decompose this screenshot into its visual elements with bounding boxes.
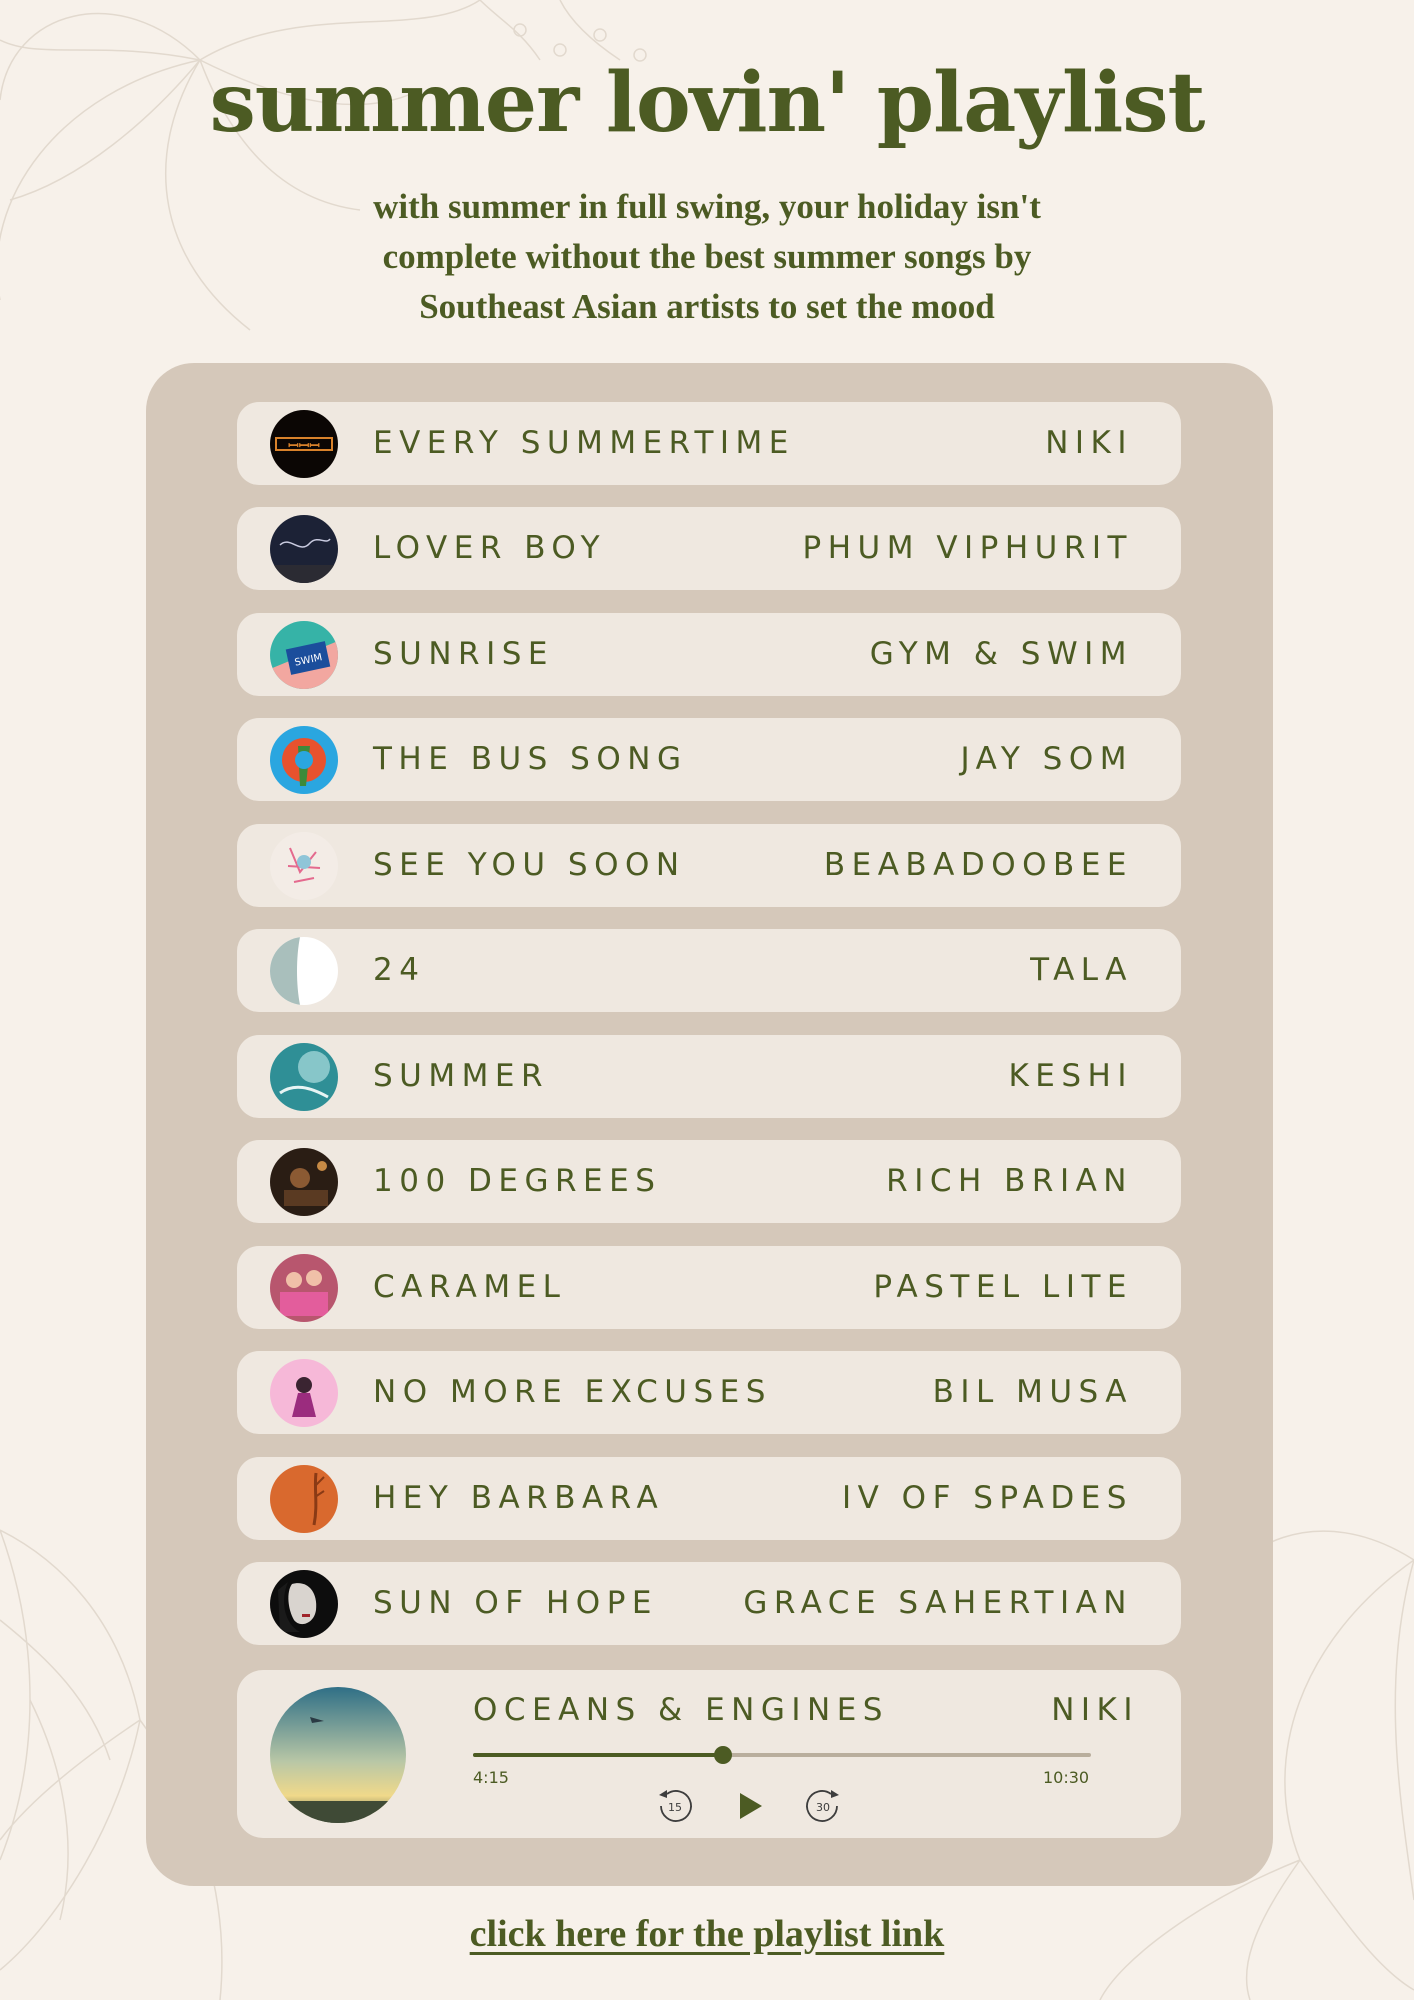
rewind-15-button[interactable] bbox=[655, 1786, 695, 1826]
track-title: THE BUS SONG bbox=[373, 741, 688, 777]
track-artist: BEABADOOBEE bbox=[823, 847, 1133, 883]
track-artist: TALA bbox=[1030, 952, 1133, 988]
track-row[interactable] bbox=[237, 1457, 1181, 1540]
now-playing-title: OCEANS & ENGINES bbox=[473, 1692, 889, 1728]
play-button[interactable] bbox=[729, 1786, 769, 1826]
track-artist: KESHI bbox=[1008, 1058, 1133, 1094]
see-you-soon-cover-icon bbox=[270, 832, 338, 900]
page-subtitle bbox=[300, 182, 1114, 332]
track-row[interactable] bbox=[237, 507, 1181, 590]
subtitle-line: complete without the best summer songs by bbox=[382, 237, 1032, 276]
svg-text:30: 30 bbox=[816, 1801, 830, 1814]
track-title: LOVER BOY bbox=[373, 530, 607, 566]
summer-cover-icon bbox=[270, 1043, 338, 1111]
now-playing-card bbox=[237, 1670, 1181, 1838]
no-more-excuses-cover-icon bbox=[270, 1359, 338, 1427]
svg-text:SWIM: SWIM bbox=[293, 652, 324, 669]
100-degrees-cover-icon bbox=[270, 1148, 338, 1216]
track-artist: BIL MUSA bbox=[932, 1374, 1133, 1410]
lover-boy-cover-icon bbox=[270, 515, 338, 583]
track-row[interactable] bbox=[237, 613, 1181, 696]
track-row[interactable] bbox=[237, 929, 1181, 1012]
page-title: summer lovin' playlist bbox=[209, 55, 1205, 151]
forward-30-button[interactable] bbox=[803, 1786, 843, 1826]
playlist-panel bbox=[146, 363, 1273, 1886]
track-title: SUNRISE bbox=[373, 636, 555, 672]
progress-fill bbox=[473, 1753, 723, 1757]
track-artist: GRACE SAHERTIAN bbox=[743, 1585, 1133, 1621]
track-title: SUN OF HOPE bbox=[373, 1585, 658, 1621]
subtitle-line: Southeast Asian artists to set the mood bbox=[419, 287, 995, 326]
track-row[interactable] bbox=[237, 1035, 1181, 1118]
caramel-cover-icon bbox=[270, 1254, 338, 1322]
track-artist: RICH BRIAN bbox=[886, 1163, 1133, 1199]
subtitle-line: with summer in full swing, your holiday isn't bbox=[373, 187, 1041, 226]
track-row[interactable] bbox=[237, 1246, 1181, 1329]
track-title: SEE YOU SOON bbox=[373, 847, 686, 883]
track-artist: IV OF SPADES bbox=[841, 1480, 1133, 1516]
track-row[interactable] bbox=[237, 402, 1181, 485]
track-title: 24 bbox=[373, 952, 426, 988]
svg-text:ꟷꟷꟷ: ꟷꟷꟷ bbox=[288, 439, 320, 454]
sunrise-cover-icon bbox=[270, 621, 338, 689]
the-bus-song-cover-icon bbox=[270, 726, 338, 794]
now-playing-artist: NIKI bbox=[1051, 1692, 1139, 1728]
playlist-link[interactable]: click here for the playlist link bbox=[469, 1913, 945, 1955]
track-artist: GYM & SWIM bbox=[869, 636, 1133, 672]
progress-bar[interactable] bbox=[473, 1753, 1091, 1757]
progress-scrubber[interactable] bbox=[714, 1746, 732, 1764]
track-artist: PASTEL LITE bbox=[873, 1269, 1133, 1305]
track-row[interactable] bbox=[237, 1351, 1181, 1434]
hey-barbara-cover-icon bbox=[270, 1465, 338, 1533]
track-title: NO MORE EXCUSES bbox=[373, 1374, 772, 1410]
total-duration: 10:30 bbox=[1043, 1768, 1090, 1787]
track-row[interactable] bbox=[237, 718, 1181, 801]
track-title: SUMMER bbox=[373, 1058, 549, 1094]
track-row[interactable] bbox=[237, 1140, 1181, 1223]
track-artist: NIKI bbox=[1045, 425, 1133, 461]
elapsed-time: 4:15 bbox=[473, 1768, 509, 1787]
track-title: 100 DEGREES bbox=[373, 1163, 662, 1199]
svg-text:15: 15 bbox=[668, 1801, 682, 1814]
track-title: HEY BARBARA bbox=[373, 1480, 665, 1516]
sun-of-hope-cover-icon bbox=[270, 1570, 338, 1638]
track-artist: JAY SOM bbox=[960, 741, 1133, 777]
track-artist: PHUM VIPHURIT bbox=[802, 530, 1133, 566]
track-title: CARAMEL bbox=[373, 1269, 567, 1305]
24-cover-icon bbox=[270, 937, 338, 1005]
oceans-and-engines-cover-icon bbox=[270, 1687, 406, 1823]
track-title: EVERY SUMMERTIME bbox=[373, 425, 795, 461]
every-summertime-cover-icon bbox=[270, 410, 338, 478]
track-row[interactable] bbox=[237, 824, 1181, 907]
track-row[interactable] bbox=[237, 1562, 1181, 1645]
